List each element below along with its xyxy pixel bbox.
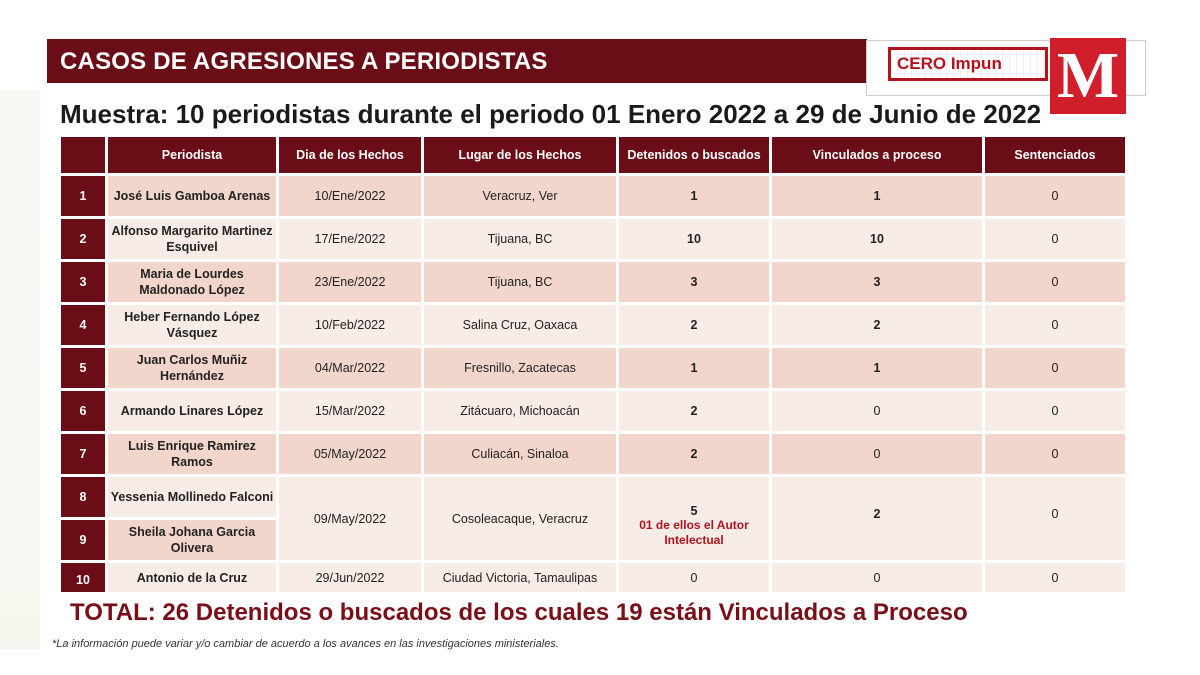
table-row <box>61 477 1125 517</box>
event-place: Zitácuaro, Michoacán <box>424 391 616 431</box>
table-row <box>61 219 1125 259</box>
event-date: 29/Jun/2022 <box>279 563 421 592</box>
cero-impunidad-stamp: CERO Impun <box>888 47 1048 81</box>
event-date: 04/Mar/2022 <box>279 348 421 388</box>
journalist-name: Luis Enrique Ramirez Ramos <box>108 434 276 474</box>
row-number: 4 <box>61 305 105 345</box>
sentenced-count: 0 <box>985 305 1125 345</box>
linked-count: 0 <box>772 391 982 431</box>
linked-count: 0 <box>772 434 982 474</box>
event-place: Ciudad Victoria, Tamaulipas <box>424 563 616 592</box>
total-summary: TOTAL: 26 Detenidos o buscados de los cuales 19 están Vinculados a Proceso <box>70 599 968 626</box>
detained-count-group <box>619 477 769 560</box>
event-place: Cosoleacaque, Veracruz <box>424 477 616 560</box>
header-number <box>61 137 105 173</box>
detained-count: 1 <box>619 348 769 388</box>
linked-count: 1 <box>772 176 982 216</box>
detained-count: 3 <box>619 262 769 302</box>
sentenced-count: 0 <box>985 262 1125 302</box>
table-row <box>61 348 1125 388</box>
header-periodista: Periodista <box>108 137 276 173</box>
milenio-logo: M <box>1050 38 1126 114</box>
journalist-name: Heber Fernando López Vásquez <box>108 305 276 345</box>
header-lugar: Lugar de los Hechos <box>424 137 616 173</box>
table-row <box>61 262 1125 302</box>
journalist-name: Sheila Johana Garcia Olivera <box>108 520 276 560</box>
detained-count: 5 <box>690 503 698 518</box>
row-number: 5 <box>61 348 105 388</box>
journalist-name: Yessenia Mollinedo Falconi <box>108 477 276 517</box>
sentenced-count: 0 <box>985 219 1125 259</box>
event-date: 10/Feb/2022 <box>279 305 421 345</box>
journalist-name: José Luis Gamboa Arenas <box>108 176 276 216</box>
cases-table <box>58 134 1128 595</box>
table-row <box>61 305 1125 345</box>
event-date: 09/May/2022 <box>279 477 421 560</box>
background-decoration <box>0 90 40 650</box>
row-number: 8 <box>61 477 105 517</box>
detained-note: 01 de ellos el Autor Intelectual <box>639 517 749 547</box>
row-number: 10 <box>61 563 105 592</box>
sentenced-count: 0 <box>985 176 1125 216</box>
header-dia: Dia de los Hechos <box>279 137 421 173</box>
sentenced-count: 0 <box>985 434 1125 474</box>
event-date: 17/Ene/2022 <box>279 219 421 259</box>
event-place: Tijuana, BC <box>424 219 616 259</box>
event-place: Culiacán, Sinaloa <box>424 434 616 474</box>
linked-count: 2 <box>772 305 982 345</box>
detained-count: 1 <box>619 176 769 216</box>
event-place: Veracruz, Ver <box>424 176 616 216</box>
sentenced-count: 0 <box>985 477 1125 560</box>
row-number: 6 <box>61 391 105 431</box>
linked-count: 10 <box>772 219 982 259</box>
event-date: 05/May/2022 <box>279 434 421 474</box>
event-date: 23/Ene/2022 <box>279 262 421 302</box>
table-row <box>61 391 1125 431</box>
journalist-name: Antonio de la Cruz <box>108 563 276 592</box>
detained-count: 0 <box>619 563 769 592</box>
journalist-name: Alfonso Margarito Martinez Esquivel <box>108 219 276 259</box>
event-place: Fresnillo, Zacatecas <box>424 348 616 388</box>
event-place: Salina Cruz, Oaxaca <box>424 305 616 345</box>
event-date: 10/Ene/2022 <box>279 176 421 216</box>
journalist-name: Maria de Lourdes Maldonado López <box>108 262 276 302</box>
sentenced-count: 0 <box>985 563 1125 592</box>
row-number: 9 <box>61 520 105 560</box>
linked-count: 0 <box>772 563 982 592</box>
row-number: 3 <box>61 262 105 302</box>
row-number: 7 <box>61 434 105 474</box>
linked-count: 3 <box>772 262 982 302</box>
row-number: 2 <box>61 219 105 259</box>
page-title: CASOS DE AGRESIONES A PERIODISTAS <box>60 48 548 75</box>
linked-count: 2 <box>772 477 982 560</box>
event-date: 15/Mar/2022 <box>279 391 421 431</box>
linked-count: 1 <box>772 348 982 388</box>
header-detenidos: Detenidos o buscados <box>619 137 769 173</box>
detained-count: 2 <box>619 305 769 345</box>
header-vinculados: Vinculados a proceso <box>772 137 982 173</box>
footnote: *La información puede variar y/o cambiar de acuerdo a los avances en las investigaciones ministeriales. <box>52 638 559 650</box>
detained-count: 2 <box>619 434 769 474</box>
event-place: Tijuana, BC <box>424 262 616 302</box>
table-header-row <box>61 137 1125 173</box>
table-row <box>61 176 1125 216</box>
row-number: 1 <box>61 176 105 216</box>
detained-count: 2 <box>619 391 769 431</box>
sentenced-count: 0 <box>985 391 1125 431</box>
table-row <box>61 563 1125 592</box>
sentenced-count: 0 <box>985 348 1125 388</box>
header-sentenciados: Sentenciados <box>985 137 1125 173</box>
sample-subtitle: Muestra: 10 periodistas durante el periodo 01 Enero 2022 a 29 de Junio de 2022 <box>60 99 1042 129</box>
journalist-name: Armando Linares López <box>108 391 276 431</box>
journalist-name: Juan Carlos Muñiz Hernández <box>108 348 276 388</box>
detained-count: 10 <box>619 219 769 259</box>
table-row <box>61 434 1125 474</box>
